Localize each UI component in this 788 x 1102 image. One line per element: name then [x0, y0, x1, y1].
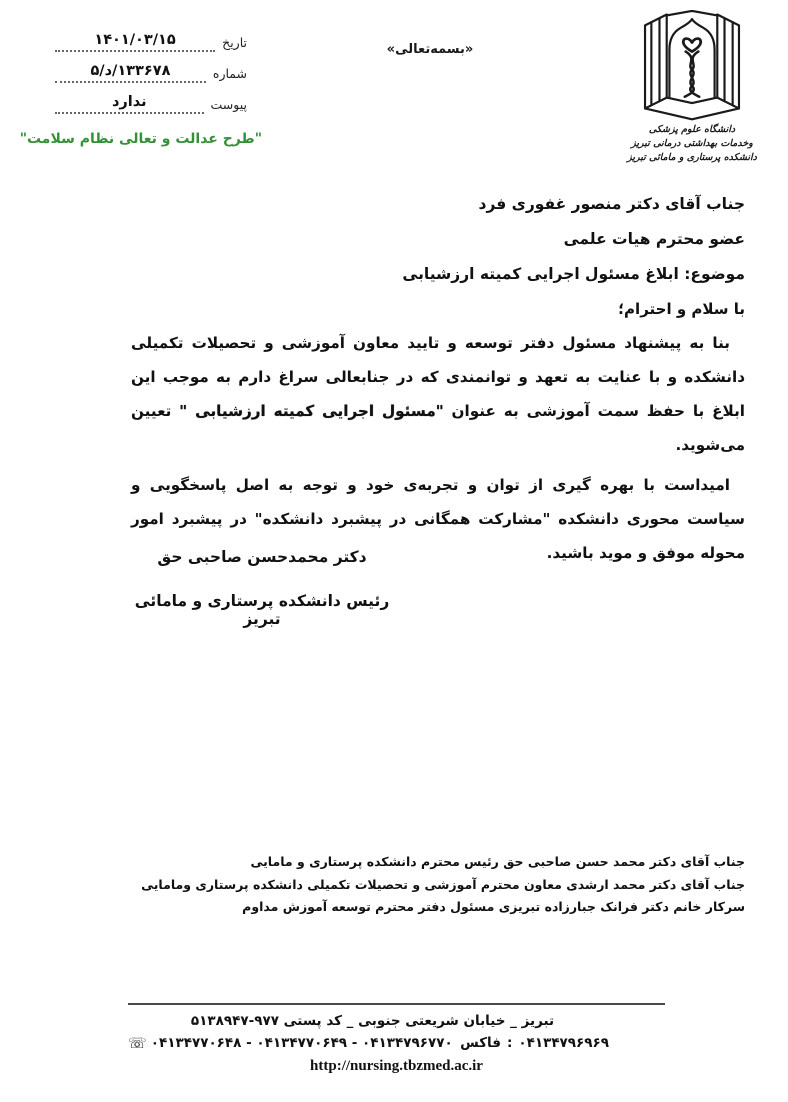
logo-caption-line3: دانشکده پرستاری و مامائی تبریز — [627, 152, 757, 163]
appointment-role-emphasis: "مسئول اجرایی کمیته ارزشیابی " — [179, 402, 444, 420]
basmala-text: «بسمه‌تعالی» — [386, 42, 474, 57]
health-plan-slogan: "طرح عدالت و تعالی نظام سلامت" — [19, 131, 262, 147]
cc-item: جناب آقای دکتر محمد ارشدی معاون محترم آموزشی و تحصیلات تکمیلی دانشکده پرستاری ومامایی — [141, 876, 745, 892]
date-label: تاریخ — [222, 35, 247, 50]
recipient-title: عضو محترم هیات علمی — [563, 230, 745, 248]
fax-label: فاکس — [460, 1035, 501, 1051]
cc-item: سرکار خانم دکتر فرانک جبارزاده تبریزی مسئول دفتر محترم توسعه آموزش مداوم — [242, 899, 745, 914]
subject-line: موضوع: ابلاغ مسئول اجرایی کمیته ارزشیابی — [402, 265, 745, 283]
footer-divider — [128, 1003, 665, 1005]
recipient-name: جناب آقای دکتر منصور غفوری فرد — [478, 195, 745, 213]
meta-row-number — [55, 63, 247, 83]
number-label: شماره — [212, 66, 247, 81]
letter-meta-block — [55, 32, 247, 125]
attachment-value: ندارد — [55, 94, 204, 114]
letter-body — [131, 194, 745, 570]
number-value: ۵/د/۱۳۳۶۷۸ — [55, 63, 206, 83]
paragraph-wishes: امیداست با بهره گیری از توان و تجربه‌ی خود و توجه به اصل پاسخگویی و سیاست محوری دانشکده "مشارکت همگانی در پیشبرد دانشکده" در پیشبرد امور محوله موفق و موید باشید. — [131, 476, 745, 562]
footer-contacts — [128, 1035, 665, 1051]
meta-row-attachment — [55, 94, 247, 114]
signature-block — [133, 548, 391, 628]
fax-group — [460, 1035, 609, 1051]
phone-icon: ☏ — [128, 1034, 147, 1052]
signer-title: رئیس دانشکده پرستاری و مامائی تبریز — [134, 592, 390, 628]
cc-list — [141, 851, 745, 919]
university-logo — [618, 10, 766, 164]
cc-item: جناب آقای دکتر محمد حسن صاحبی حق رئیس محترم دانشکده پرستاری و مامایی — [250, 854, 745, 869]
date-value: ۱۴۰۱/۰۳/۱۵ — [55, 32, 215, 52]
footer-address: تبریز _ خیابان شریعتی جنوبی _ کد پستی ۹۷۷-۵۱۳۸۹۴۷ — [190, 1013, 555, 1029]
paragraph-appointment — [131, 326, 745, 462]
website-url: http://nursing.tbzmed.ac.ir — [310, 1058, 483, 1074]
paragraph-appointment-text: بنا به پیشنهاد مسئول دفتر توسعه و تایید معاون آموزشی و تحصیلات تکمیلی دانشکده و با عنایت به تعهد و توانمندی که در جنابعالی سراغ دارم به موجب این ابلاغ با حفظ سمت آموزشی به عنوان — [131, 334, 745, 420]
logo-caption-line1: دانشگاه علوم پزشکی — [648, 124, 736, 135]
letterhead-footer — [128, 1003, 665, 1075]
phones-group — [128, 1035, 453, 1051]
phone-numbers: ۰۴۱۳۴۷۷۰۶۴۸ - ۰۴۱۳۴۷۷۰۶۴۹ - ۰۴۱۳۴۷۹۶۷۷۰ — [150, 1035, 453, 1051]
fax-number: ۰۴۱۳۴۷۹۶۹۶۹ — [518, 1035, 609, 1051]
paragraph-appointment-tail: تعیین می‌شوید. — [131, 402, 745, 454]
university-emblem-icon — [633, 10, 751, 122]
attachment-label: پیوست — [210, 97, 247, 112]
salutation: با سلام و احترام؛ — [618, 300, 745, 318]
meta-row-date — [55, 32, 247, 52]
signer-name: دکتر محمدحسن صاحبی حق — [157, 548, 367, 566]
fax-separator: : — [506, 1035, 513, 1051]
logo-caption-line2: وخدمات بهداشتی درمانی تبریز — [631, 138, 753, 149]
